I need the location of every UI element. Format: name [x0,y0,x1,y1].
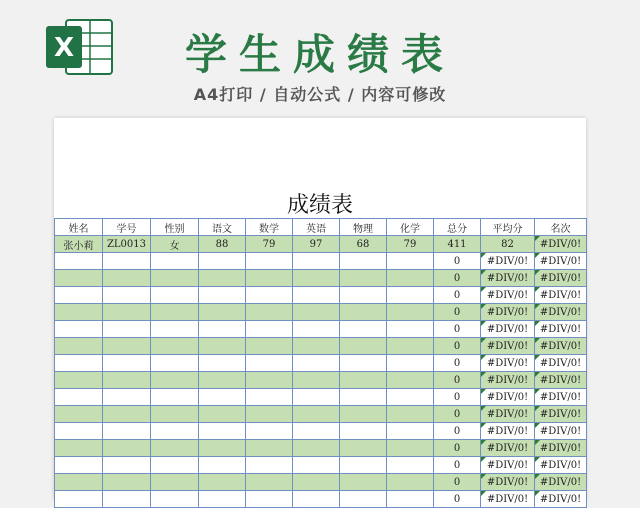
table-cell[interactable] [387,304,434,321]
table-cell[interactable] [387,440,434,457]
table-cell[interactable] [246,270,293,287]
table-cell[interactable]: 82 [481,236,535,253]
table-row [55,372,587,389]
table-cell[interactable]: #DIV/0! [535,321,587,338]
table-row [55,304,587,321]
table-cell[interactable] [293,304,340,321]
table-cell[interactable] [340,321,387,338]
table-cell[interactable]: #DIV/0! [481,287,535,304]
table-cell[interactable] [246,253,293,270]
table-cell[interactable] [103,321,151,338]
table-cell[interactable] [340,287,387,304]
table-cell[interactable] [151,389,199,406]
column-header[interactable]: 性别 [151,219,199,236]
table-cell[interactable] [199,389,246,406]
table-cell[interactable] [246,338,293,355]
table-cell[interactable]: #DIV/0! [535,287,587,304]
table-cell[interactable] [387,474,434,491]
column-header[interactable]: 化学 [387,219,434,236]
table-row [55,321,587,338]
page-subtitle: A4打印 / 自动公式 / 内容可修改 [193,85,447,104]
column-header[interactable]: 物理 [340,219,387,236]
table-cell[interactable] [199,304,246,321]
table-cell[interactable]: 0 [434,253,481,270]
table-cell[interactable] [340,491,387,508]
table-cell[interactable]: #DIV/0! [535,406,587,423]
table-cell[interactable] [246,457,293,474]
table-cell[interactable] [387,287,434,304]
table-row [55,338,587,355]
table-cell[interactable] [246,355,293,372]
table-cell[interactable] [246,406,293,423]
table-cell[interactable]: #DIV/0! [535,338,587,355]
table-cell[interactable] [387,457,434,474]
table-row [55,406,587,423]
table-cell[interactable] [293,491,340,508]
table-cell[interactable] [151,253,199,270]
table-cell[interactable]: #DIV/0! [481,304,535,321]
table-cell[interactable] [103,253,151,270]
table-row [55,457,587,474]
sheet-title: 成绩表 [286,193,353,218]
table-cell[interactable] [199,270,246,287]
table-cell[interactable]: #DIV/0! [481,491,535,508]
page-title: 学生成绩表 [184,30,455,79]
table-cell[interactable] [199,253,246,270]
table-cell[interactable]: 0 [434,474,481,491]
table-cell[interactable] [103,372,151,389]
table-cell[interactable] [387,253,434,270]
table-cell[interactable]: #DIV/0! [481,406,535,423]
table-cell[interactable]: #DIV/0! [481,321,535,338]
table-row [55,389,587,406]
table-cell[interactable]: #DIV/0! [535,304,587,321]
table-cell[interactable] [293,440,340,457]
table-row [55,270,587,287]
table-cell[interactable]: 0 [434,355,481,372]
table-cell[interactable] [103,389,151,406]
table-cell[interactable]: #DIV/0! [481,457,535,474]
table-cell[interactable]: #DIV/0! [535,491,587,508]
table-cell[interactable]: 0 [434,338,481,355]
table-cell[interactable] [103,474,151,491]
table-cell[interactable]: 女 [151,236,199,253]
table-cell[interactable] [55,253,103,270]
table-cell[interactable] [293,321,340,338]
score-table [54,218,587,508]
table-cell[interactable] [340,253,387,270]
table-cell[interactable] [103,457,151,474]
table-cell[interactable]: 0 [434,491,481,508]
table-cell[interactable] [151,372,199,389]
table-cell[interactable] [199,372,246,389]
table-cell[interactable] [340,389,387,406]
table-cell[interactable]: #DIV/0! [535,474,587,491]
table-cell[interactable] [293,253,340,270]
table-cell[interactable]: 0 [434,270,481,287]
table-cell[interactable] [387,372,434,389]
table-cell[interactable]: #DIV/0! [481,338,535,355]
table-cell[interactable] [55,423,103,440]
table-cell[interactable] [151,406,199,423]
table-cell[interactable] [340,270,387,287]
table-cell[interactable] [199,423,246,440]
table-cell[interactable]: #DIV/0! [535,423,587,440]
column-header[interactable]: 平均分 [481,219,535,236]
table-cell[interactable] [103,287,151,304]
table-cell[interactable] [246,389,293,406]
table-cell[interactable] [55,406,103,423]
table-cell[interactable]: 0 [434,304,481,321]
table-cell[interactable]: #DIV/0! [481,372,535,389]
table-cell[interactable] [199,474,246,491]
table-row [55,236,587,253]
table-cell[interactable]: 0 [434,423,481,440]
table-cell[interactable] [246,287,293,304]
table-cell[interactable] [199,406,246,423]
table-cell[interactable] [103,355,151,372]
table-cell[interactable] [151,338,199,355]
table-cell[interactable] [340,457,387,474]
table-cell[interactable]: #DIV/0! [481,389,535,406]
table-cell[interactable] [246,491,293,508]
table-cell[interactable] [55,270,103,287]
table-row [55,440,587,457]
table-cell[interactable]: 0 [434,287,481,304]
table-cell[interactable]: #DIV/0! [481,440,535,457]
table-cell[interactable] [103,491,151,508]
header-row [55,219,587,236]
table-cell[interactable] [199,321,246,338]
table-cell[interactable] [246,423,293,440]
table-cell[interactable] [340,338,387,355]
table-cell[interactable] [55,338,103,355]
table-cell[interactable]: 0 [434,372,481,389]
table-cell[interactable] [246,321,293,338]
table-cell[interactable] [293,423,340,440]
table-cell[interactable] [55,474,103,491]
table-cell[interactable]: 0 [434,440,481,457]
column-header[interactable]: 姓名 [55,219,103,236]
table-cell[interactable] [199,457,246,474]
table-row [55,253,587,270]
table-cell[interactable]: #DIV/0! [481,355,535,372]
table-cell[interactable]: 411 [434,236,481,253]
column-header[interactable]: 英语 [293,219,340,236]
table-cell[interactable]: 0 [434,389,481,406]
table-cell[interactable] [55,491,103,508]
table-cell[interactable] [103,406,151,423]
table-cell[interactable]: 0 [434,457,481,474]
column-header[interactable]: 学号 [103,219,151,236]
table-cell[interactable] [246,474,293,491]
column-header[interactable]: 语文 [199,219,246,236]
table-cell[interactable] [293,355,340,372]
table-cell[interactable]: #DIV/0! [535,236,587,253]
table-cell[interactable] [340,440,387,457]
excel-logo-icon [44,18,116,76]
table-cell[interactable]: 0 [434,406,481,423]
table-cell[interactable]: 88 [199,236,246,253]
table-cell[interactable] [151,270,199,287]
svg-text:X: X [53,33,75,63]
table-cell[interactable] [387,406,434,423]
table-cell[interactable] [151,287,199,304]
table-cell[interactable] [151,474,199,491]
table-cell[interactable]: #DIV/0! [535,457,587,474]
table-cell[interactable]: 张小莉 [55,236,103,253]
banner [0,0,640,118]
table-cell[interactable] [293,270,340,287]
table-cell[interactable] [55,440,103,457]
table-cell[interactable]: #DIV/0! [535,355,587,372]
table-cell[interactable] [103,304,151,321]
table-cell[interactable] [151,321,199,338]
table-cell[interactable] [246,440,293,457]
table-cell[interactable] [103,423,151,440]
table-cell[interactable] [55,389,103,406]
table-cell[interactable] [387,338,434,355]
table-row [55,423,587,440]
table-cell[interactable]: ZL0013 [103,236,151,253]
column-header[interactable]: 总分 [434,219,481,236]
table-cell[interactable]: #DIV/0! [535,253,587,270]
table-cell[interactable] [340,406,387,423]
table-cell[interactable] [387,355,434,372]
table-cell[interactable] [246,372,293,389]
table-cell[interactable] [293,287,340,304]
table-row [55,355,587,372]
table-cell[interactable] [340,474,387,491]
table-cell[interactable] [293,338,340,355]
table-cell[interactable] [55,457,103,474]
table-cell[interactable] [103,270,151,287]
table-cell[interactable] [55,372,103,389]
table-cell[interactable] [293,406,340,423]
table-cell[interactable] [199,287,246,304]
table-cell[interactable] [387,321,434,338]
table-cell[interactable]: 0 [434,321,481,338]
table-cell[interactable] [55,304,103,321]
table-cell[interactable]: 79 [387,236,434,253]
table-cell[interactable] [387,491,434,508]
table-cell[interactable]: #DIV/0! [535,389,587,406]
table-cell[interactable]: #DIV/0! [481,253,535,270]
table-cell[interactable] [387,423,434,440]
table-cell[interactable]: 97 [293,236,340,253]
table-cell[interactable] [293,389,340,406]
table-cell[interactable] [340,355,387,372]
spreadsheet-page [54,118,586,505]
table-cell[interactable] [387,389,434,406]
table-cell[interactable] [340,423,387,440]
table-cell[interactable] [151,304,199,321]
table-cell[interactable] [103,440,151,457]
table-cell[interactable] [340,372,387,389]
table-cell[interactable] [55,355,103,372]
table-row [55,474,587,491]
column-header[interactable]: 数学 [246,219,293,236]
table-cell[interactable] [55,321,103,338]
table-cell[interactable] [387,270,434,287]
table-cell[interactable]: 68 [340,236,387,253]
table-cell[interactable] [199,440,246,457]
table-cell[interactable] [103,338,151,355]
table-cell[interactable]: #DIV/0! [481,270,535,287]
table-cell[interactable] [199,491,246,508]
table-cell[interactable] [151,440,199,457]
table-cell[interactable]: #DIV/0! [535,270,587,287]
table-cell[interactable]: #DIV/0! [481,474,535,491]
table-cell[interactable] [199,338,246,355]
table-cell[interactable] [246,304,293,321]
table-cell[interactable] [293,372,340,389]
table-cell[interactable] [151,355,199,372]
column-header[interactable]: 名次 [535,219,587,236]
table-cell[interactable] [151,423,199,440]
table-cell[interactable] [293,457,340,474]
table-cell[interactable]: 79 [246,236,293,253]
table-cell[interactable]: #DIV/0! [481,423,535,440]
table-cell[interactable]: #DIV/0! [535,372,587,389]
table-cell[interactable] [293,474,340,491]
table-cell[interactable] [199,355,246,372]
table-cell[interactable]: #DIV/0! [535,440,587,457]
table-cell[interactable] [55,287,103,304]
table-cell[interactable] [151,491,199,508]
table-row [55,491,587,508]
table-row [55,287,587,304]
table-cell[interactable] [151,457,199,474]
table-cell[interactable] [340,304,387,321]
